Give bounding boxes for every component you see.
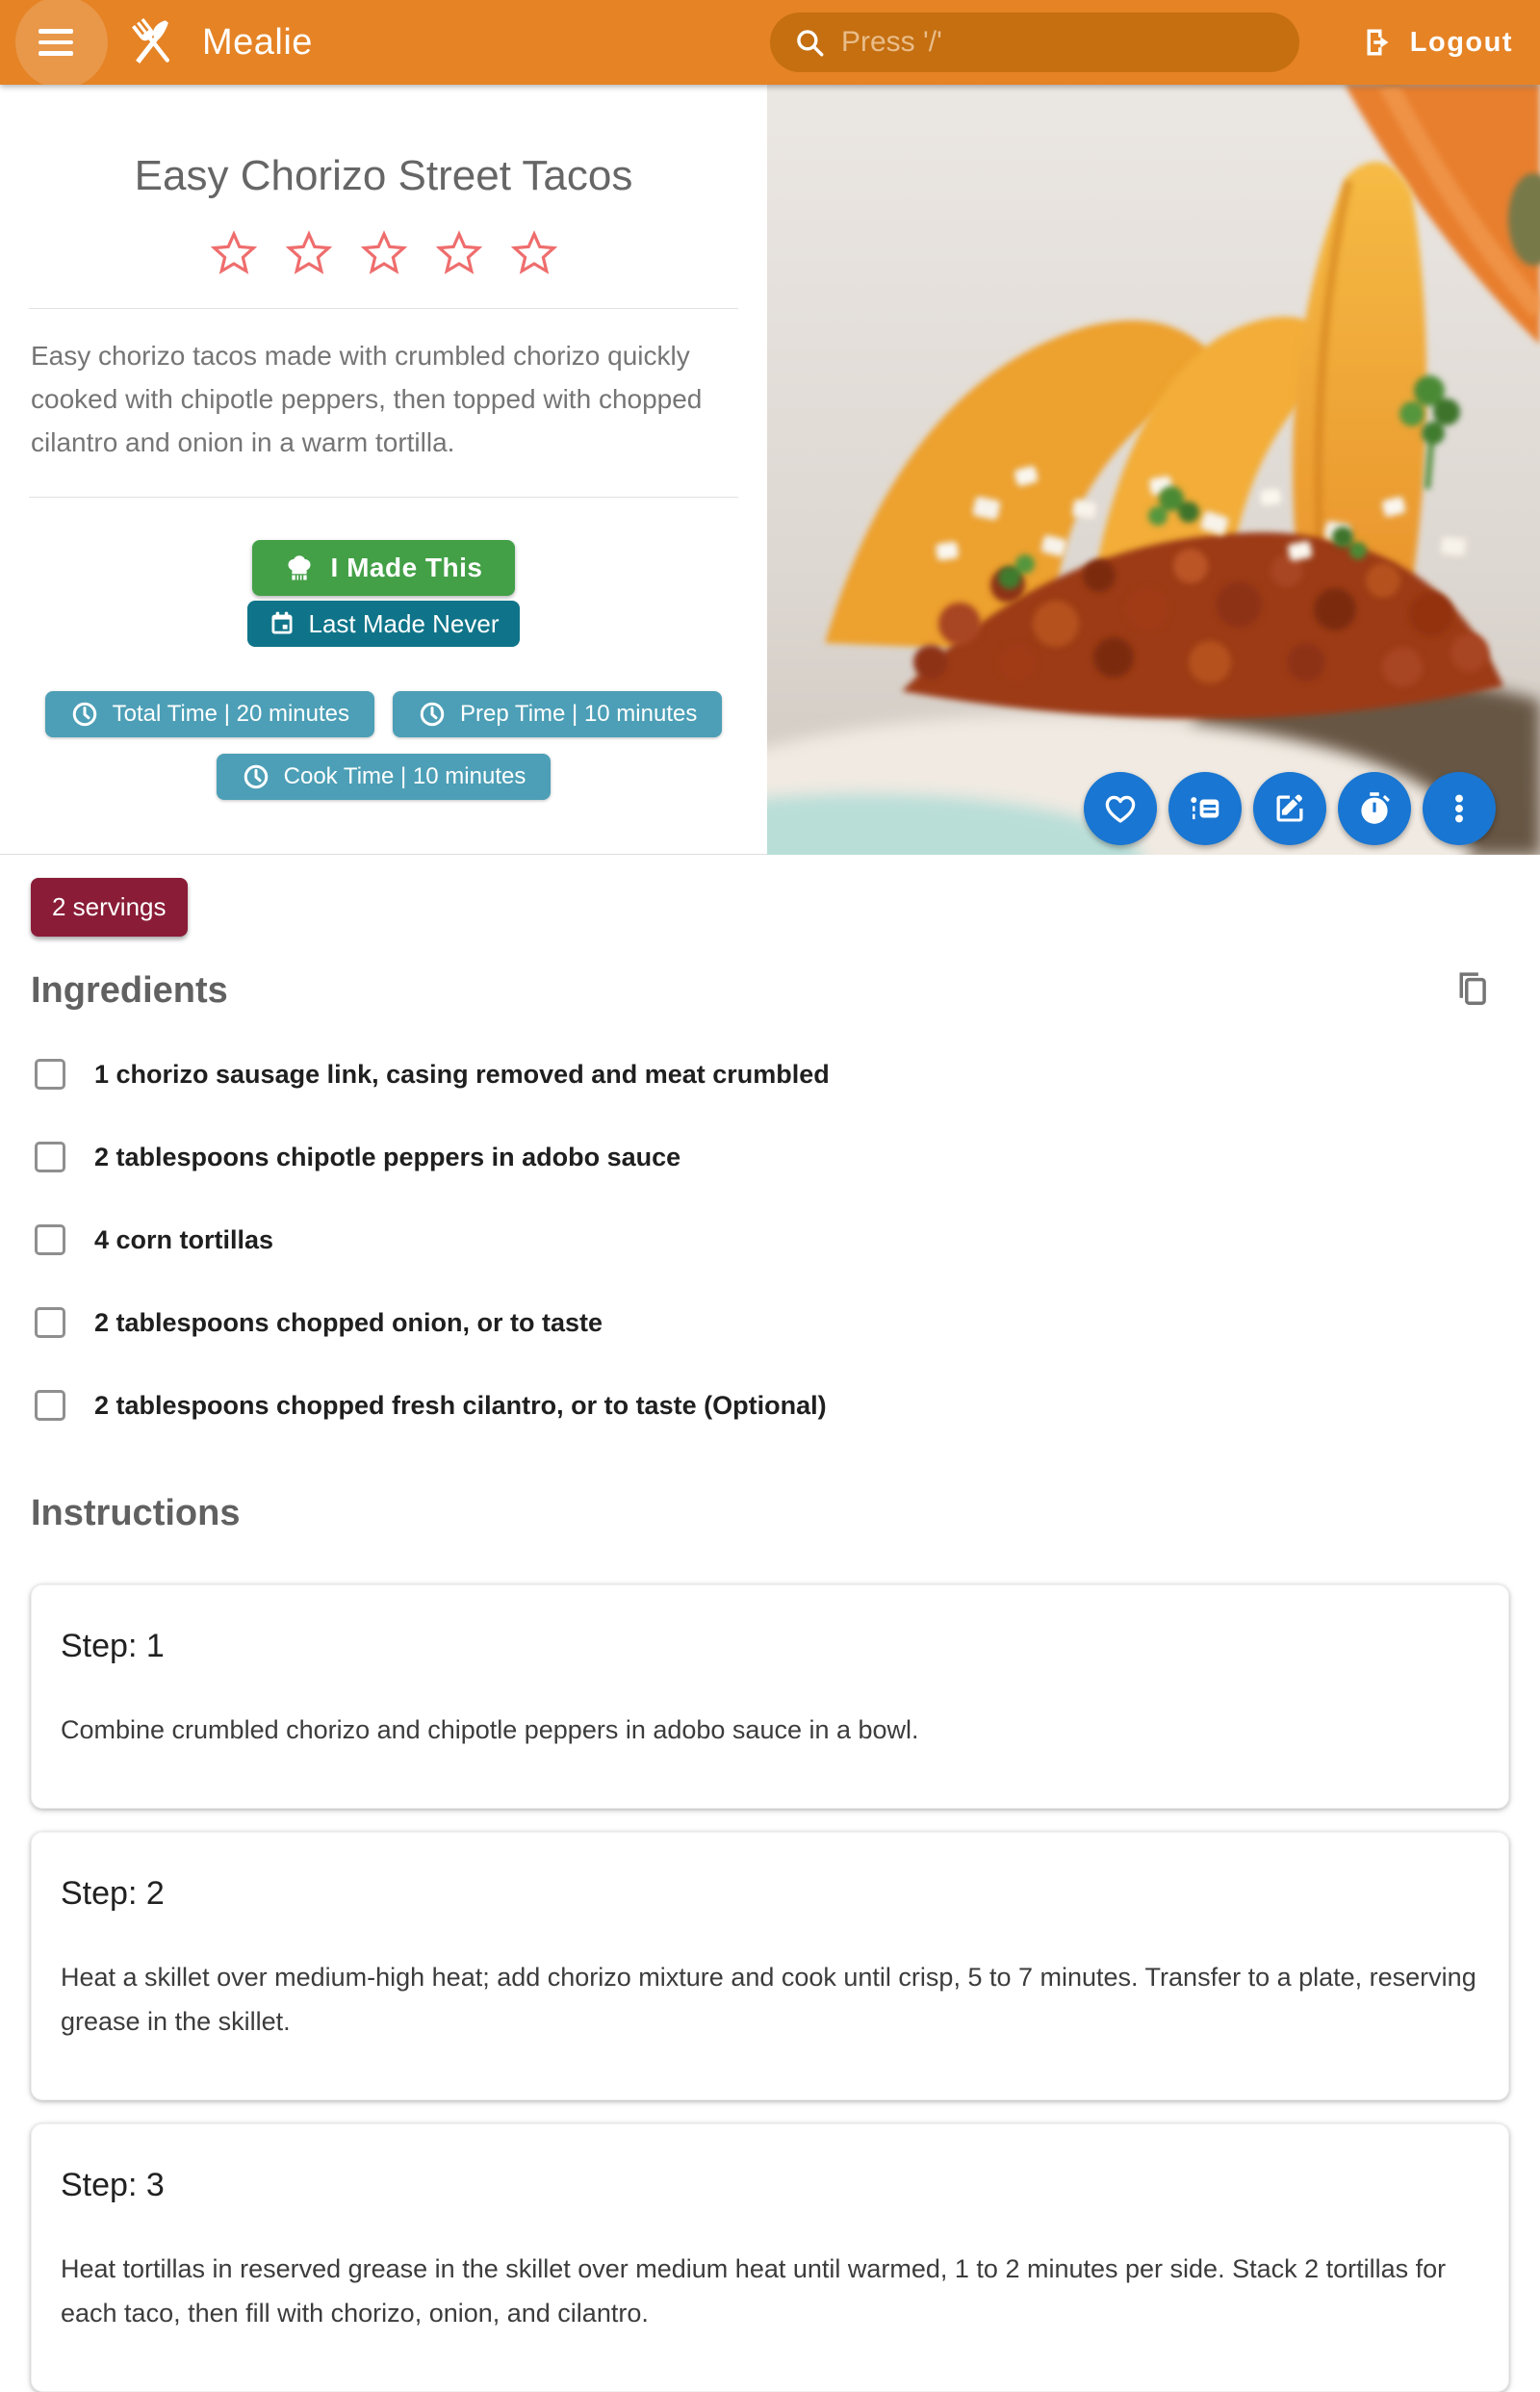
knife-fork-logo-icon — [123, 13, 183, 72]
divider — [29, 308, 738, 309]
ingredient-row[interactable] — [31, 1116, 1509, 1198]
ingredient-label: 2 tablespoons chopped onion, or to taste — [94, 1307, 603, 1337]
time-chip-label: Cook Time | 10 minutes — [283, 763, 526, 789]
ingredients-heading: Ingredients — [31, 969, 228, 1011]
star-icon[interactable] — [511, 229, 557, 275]
step-title: Step: 3 — [61, 2167, 165, 2203]
time-chip-total — [45, 691, 374, 737]
step-text: Heat tortillas in reserved grease in the skillet over medium heat until warmed, 1 to 2 minutes per side. Stack 2 tortillas for each taco, then fill with chorizo, onion, and cilantro. — [61, 2254, 1447, 2328]
timeline-icon — [1187, 790, 1223, 827]
timer-icon — [1356, 790, 1393, 827]
star-icon[interactable] — [211, 229, 257, 275]
ingredient-row[interactable] — [31, 1198, 1509, 1281]
ingredient-list — [31, 1033, 1509, 1447]
recipe-title: Easy Chorizo Street Tacos — [134, 152, 633, 199]
ingredient-checkbox[interactable] — [35, 1224, 65, 1255]
app-header — [0, 0, 1540, 85]
logout-label: Logout — [1409, 26, 1513, 58]
clock-icon — [242, 762, 270, 791]
timer-button[interactable] — [1338, 772, 1411, 845]
logout-button[interactable] — [1360, 0, 1513, 85]
step-text: Combine crumbled chorizo and chipotle peppers in adobo sauce in a bowl. — [61, 1715, 919, 1744]
search-icon — [793, 26, 826, 59]
app-title: Mealie — [202, 21, 313, 63]
ingredient-checkbox[interactable] — [35, 1390, 65, 1421]
step-text: Heat a skillet over medium-high heat; add chorizo mixture and cook until crisp, 5 to 7 minutes. Transfer to a plate, reserving grease in the skillet. — [61, 1963, 1476, 2036]
ingredient-label: 2 tablespoons chopped fresh cilantro, or to taste (Optional) — [94, 1390, 827, 1420]
star-icon[interactable] — [361, 229, 407, 275]
clock-icon — [418, 700, 447, 729]
star-rating[interactable] — [0, 229, 767, 275]
divider — [29, 497, 738, 498]
ingredient-label: 1 chorizo sausage link, casing removed and meat crumbled — [94, 1059, 830, 1089]
ingredient-row[interactable] — [31, 1281, 1509, 1364]
star-icon[interactable] — [286, 229, 332, 275]
time-chip-cook — [217, 754, 552, 800]
ingredient-row[interactable] — [31, 1364, 1509, 1447]
recipe-card — [0, 85, 767, 854]
time-chips — [28, 691, 740, 800]
step-card[interactable] — [31, 1832, 1509, 2100]
ingredient-label: 2 tablespoons chipotle peppers in adobo sauce — [94, 1142, 681, 1171]
clock-icon — [70, 700, 99, 729]
star-icon[interactable] — [436, 229, 482, 275]
made-button-label: I Made This — [330, 553, 483, 582]
edit-icon — [1272, 791, 1307, 826]
copy-icon — [1451, 969, 1494, 1012]
time-chip-label: Total Time | 20 minutes — [112, 701, 349, 727]
ingredient-checkbox[interactable] — [35, 1059, 65, 1090]
time-chip-label: Prep Time | 10 minutes — [460, 701, 698, 727]
servings-badge: 2 servings — [31, 878, 188, 937]
recipe-body — [0, 855, 1540, 2392]
ingredient-label: 4 corn tortillas — [94, 1224, 274, 1254]
logout-icon — [1360, 25, 1395, 60]
instructions-heading: Instructions — [31, 1493, 241, 1533]
time-chip-prep — [393, 691, 722, 737]
step-card[interactable] — [31, 2123, 1509, 2392]
timeline-button[interactable] — [1168, 772, 1242, 845]
calendar-icon — [269, 610, 295, 637]
copy-ingredients-button[interactable] — [1446, 964, 1500, 1017]
app-logo — [123, 13, 313, 72]
step-card[interactable] — [31, 1584, 1509, 1809]
step-title: Step: 2 — [61, 1875, 165, 1912]
menu-button[interactable] — [38, 19, 85, 65]
instruction-steps — [31, 1584, 1509, 2392]
last-made-chip — [247, 601, 521, 647]
kebab-menu-icon — [1441, 790, 1477, 827]
recipe-hero — [0, 85, 1540, 855]
ingredient-checkbox[interactable] — [35, 1307, 65, 1338]
recipe-description: Easy chorizo tacos made with crumbled chorizo quickly cooked with chipotle peppers, then topped with chopped cilantro and onion in a warm tortilla. — [31, 341, 703, 457]
last-made-label: Last Made Never — [308, 608, 500, 638]
edit-button[interactable] — [1253, 772, 1326, 845]
favorite-button[interactable] — [1084, 772, 1157, 845]
ingredient-checkbox[interactable] — [35, 1142, 65, 1172]
heart-icon — [1102, 790, 1139, 827]
taco-photo-illustration — [767, 85, 1540, 855]
chef-hat-icon — [285, 553, 314, 582]
recipe-action-buttons — [1084, 772, 1496, 845]
search-input[interactable] — [841, 26, 1276, 59]
step-title: Step: 1 — [61, 1628, 165, 1664]
ingredient-row[interactable] — [31, 1033, 1509, 1116]
i-made-this-button[interactable] — [252, 540, 516, 596]
hamburger-icon — [38, 29, 73, 34]
more-options-button[interactable] — [1423, 772, 1496, 845]
recipe-photo — [767, 85, 1540, 855]
search-bar[interactable] — [770, 13, 1299, 72]
